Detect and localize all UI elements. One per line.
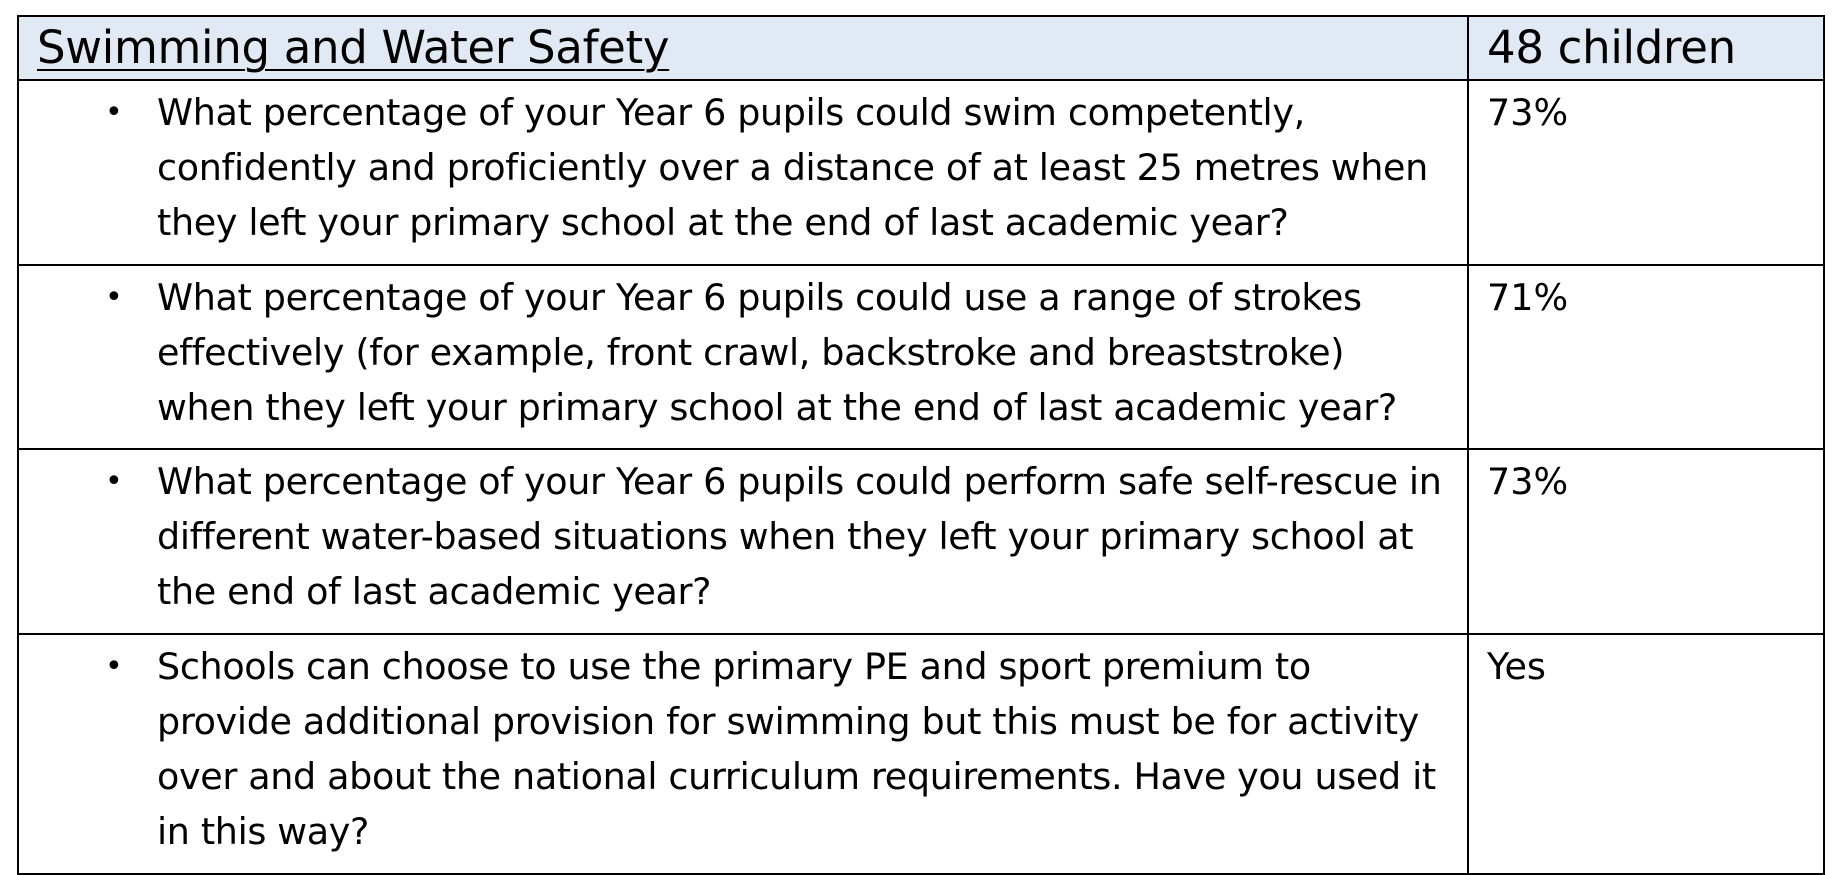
swimming-water-safety-table bbox=[17, 15, 1825, 875]
bullet-icon: • bbox=[105, 649, 123, 684]
bullet-icon: • bbox=[105, 464, 123, 499]
header-title-cell bbox=[18, 16, 1468, 80]
question-cell bbox=[18, 265, 1468, 449]
answer-cell bbox=[1468, 634, 1824, 874]
answer-value: Yes bbox=[1487, 645, 1546, 688]
answer-cell bbox=[1468, 80, 1824, 265]
question-cell bbox=[18, 634, 1468, 874]
table-row bbox=[18, 634, 1824, 874]
question-text: What percentage of your Year 6 pupils could use a range of strokes effectively (for example, front crawl, backstroke and breaststroke) when they left your primary school at the end of last academic year? bbox=[157, 276, 1397, 429]
question-text: What percentage of your Year 6 pupils could perform safe self-rescue in different water-based situations when they left your primary school at the end of last academic year? bbox=[157, 460, 1442, 613]
bullet-icon: • bbox=[105, 280, 123, 315]
answer-cell bbox=[1468, 265, 1824, 449]
table-header-row bbox=[18, 16, 1824, 80]
children-count: 48 children bbox=[1487, 21, 1736, 74]
header-count-cell bbox=[1468, 16, 1824, 80]
question-cell bbox=[18, 449, 1468, 634]
answer-value: 73% bbox=[1487, 460, 1569, 503]
table-row bbox=[18, 449, 1824, 634]
section-title: Swimming and Water Safety bbox=[37, 21, 670, 74]
answer-value: 73% bbox=[1487, 91, 1569, 134]
question-cell bbox=[18, 80, 1468, 265]
answer-cell bbox=[1468, 449, 1824, 634]
bullet-icon: • bbox=[105, 95, 123, 130]
table-row bbox=[18, 80, 1824, 265]
question-text: What percentage of your Year 6 pupils could swim competently, confidently and proficiently over a distance of at least 25 metres when they left your primary school at the end of last academic year? bbox=[157, 91, 1428, 244]
question-text: Schools can choose to use the primary PE and sport premium to provide additional provision for swimming but this must be for activity over and about the national curriculum requirements. Have you used it in this way? bbox=[157, 645, 1436, 853]
table-row bbox=[18, 265, 1824, 449]
answer-value: 71% bbox=[1487, 276, 1569, 319]
